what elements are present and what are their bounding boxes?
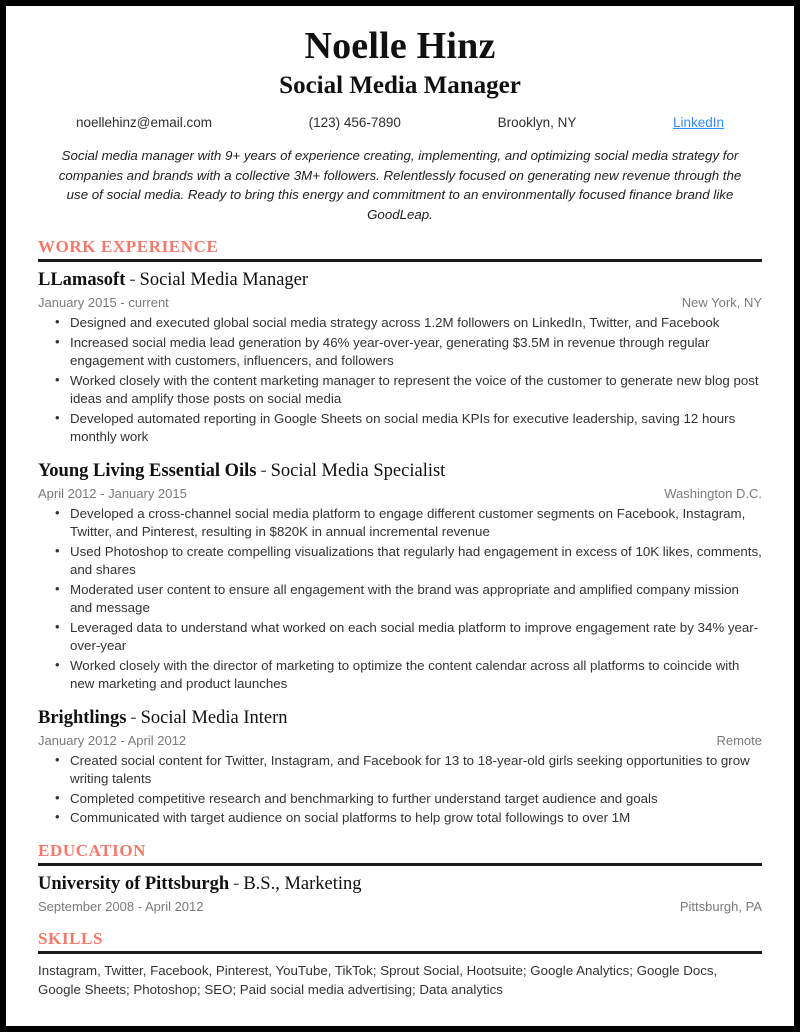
experience-location: Washington D.C.: [664, 485, 762, 501]
candidate-name: Noelle Hinz: [304, 25, 496, 67]
experience-role: Social Media Intern: [140, 707, 288, 728]
experience-entry-heading: [38, 460, 762, 483]
section-work-experience: [38, 237, 762, 828]
entry-separator: -: [130, 707, 137, 728]
section-divider: [38, 951, 762, 954]
section-heading-work-experience: WORK EXPERIENCE: [38, 237, 219, 256]
experience-bullets: [38, 314, 762, 447]
experience-meta: [38, 294, 762, 312]
bullet-item: • Completed competitive research and benchmarking to further understand target audience and goals: [68, 790, 762, 809]
experience-bullets: [38, 505, 762, 694]
bullet-item: • Moderated user content to ensure all engagement with the brand was appropriate and amplified company mission and message: [68, 581, 762, 618]
resume-page: [6, 6, 794, 1026]
contact-email[interactable]: noellehinz@email.com: [76, 115, 213, 130]
experience-entry: [38, 269, 762, 447]
experience-role: Social Media Specialist: [270, 460, 446, 481]
education-entry-heading: [38, 873, 762, 896]
experience-meta: [38, 485, 762, 503]
bullet-item: • Developed a cross-channel social media platform to engage different customer segments on Facebook, Instagram, Twitter, and Pinterest, resulting in $820K in annual incremental revenue: [68, 505, 762, 542]
experience-dates: April 2012 - January 2015: [38, 485, 187, 501]
experience-meta: [38, 732, 762, 750]
bullet-item: • Increased social media lead generation by 46% year-over-year, generating $3.5M in revenue through regular engagement with customers, influencers, and followers: [68, 334, 762, 371]
bullet-item: • Worked closely with the director of marketing to optimize the content calendar across all platforms to coincide with new marketing and product launches: [68, 657, 762, 694]
bullet-item: • Worked closely with the content marketing manager to represent the voice of the customer to generate new blog post ideas and amplify those posts on social media: [68, 372, 762, 409]
bullet-item: • Communicated with target audience on social platforms to help grow total followings to over 1M: [68, 809, 762, 828]
candidate-title: Social Media Manager: [279, 72, 521, 99]
bullet-item: • Designed and executed global social media strategy across 1.2M followers on LinkedIn, Twitter, and Facebook: [68, 314, 762, 333]
experience-company: Young Living Essential Oils: [38, 460, 257, 481]
section-divider: [38, 863, 762, 866]
bullet-item: • Created social content for Twitter, Instagram, and Facebook for 13 to 18-year-old girls seeking opportunities to grow writing talents: [68, 752, 762, 789]
section-divider: [38, 259, 762, 262]
experience-dates: January 2012 - April 2012: [38, 732, 187, 748]
experience-bullets: [38, 752, 762, 828]
entry-separator: -: [129, 270, 136, 290]
section-skills: [38, 929, 762, 999]
section-heading-education: EDUCATION: [38, 840, 147, 860]
skills-list: Instagram, Twitter, Facebook, Pinterest, YouTube, TikTok; Sprout Social, Hootsuite; Google Analytics; Google Docs, Google Sheets; Photoshop; SEO; Paid social media advertising; Data analytics: [38, 962, 718, 997]
contact-phone: (123) 456-7890: [308, 115, 401, 130]
experience-location: Remote: [716, 732, 762, 748]
education-school: University of Pittsburgh: [38, 873, 230, 894]
bullet-item: • Used Photoshop to create compelling visualizations that regularly had engagement in excess of 10K likes, comments, and shares: [68, 543, 762, 580]
experience-entry-heading: [38, 269, 762, 292]
education-entry: [38, 873, 762, 916]
education-location: Pittsburgh, PA: [679, 898, 762, 914]
experience-dates: January 2015 - current: [38, 295, 169, 310]
experience-role: Social Media Manager: [139, 270, 309, 290]
experience-company: LLamasoft: [38, 270, 126, 290]
education-dates: September 2008 - April 2012: [38, 898, 204, 914]
experience-entry: [38, 707, 762, 828]
bullet-item: • Developed automated reporting in Google Sheets on social media KPIs for executive leadership, saving 12 hours monthly work: [68, 410, 762, 447]
education-meta: [38, 898, 762, 916]
section-heading-skills: SKILLS: [38, 928, 104, 948]
experience-location: New York, NY: [681, 295, 762, 310]
experience-entry: [38, 460, 762, 694]
bullet-item: • Leveraged data to understand what worked on each social media platform to improve engagement rate by 34% year-over-year: [68, 619, 762, 656]
entry-separator: -: [260, 460, 267, 481]
professional-summary: Social media manager with 9+ years of experience creating, implementing, and optimizing social media strategy for companies and brands with a collective 3M+ followers. Relentlessly focused on generating new revenue through the use of social media. Ready to bring this energy and commitment to an environmentally focused finance brand like GoodLeap.: [58, 148, 742, 222]
contact-linkedin-link[interactable]: LinkedIn: [672, 115, 724, 130]
contact-location: Brooklyn, NY: [497, 115, 577, 130]
resume-header: [38, 24, 762, 130]
education-degree: B.S., Marketing: [243, 873, 362, 894]
section-education: [38, 841, 762, 916]
entry-separator: -: [233, 873, 240, 894]
experience-company: Brightlings: [38, 707, 127, 728]
contact-row: [38, 115, 762, 130]
experience-entry-heading: [38, 707, 762, 730]
